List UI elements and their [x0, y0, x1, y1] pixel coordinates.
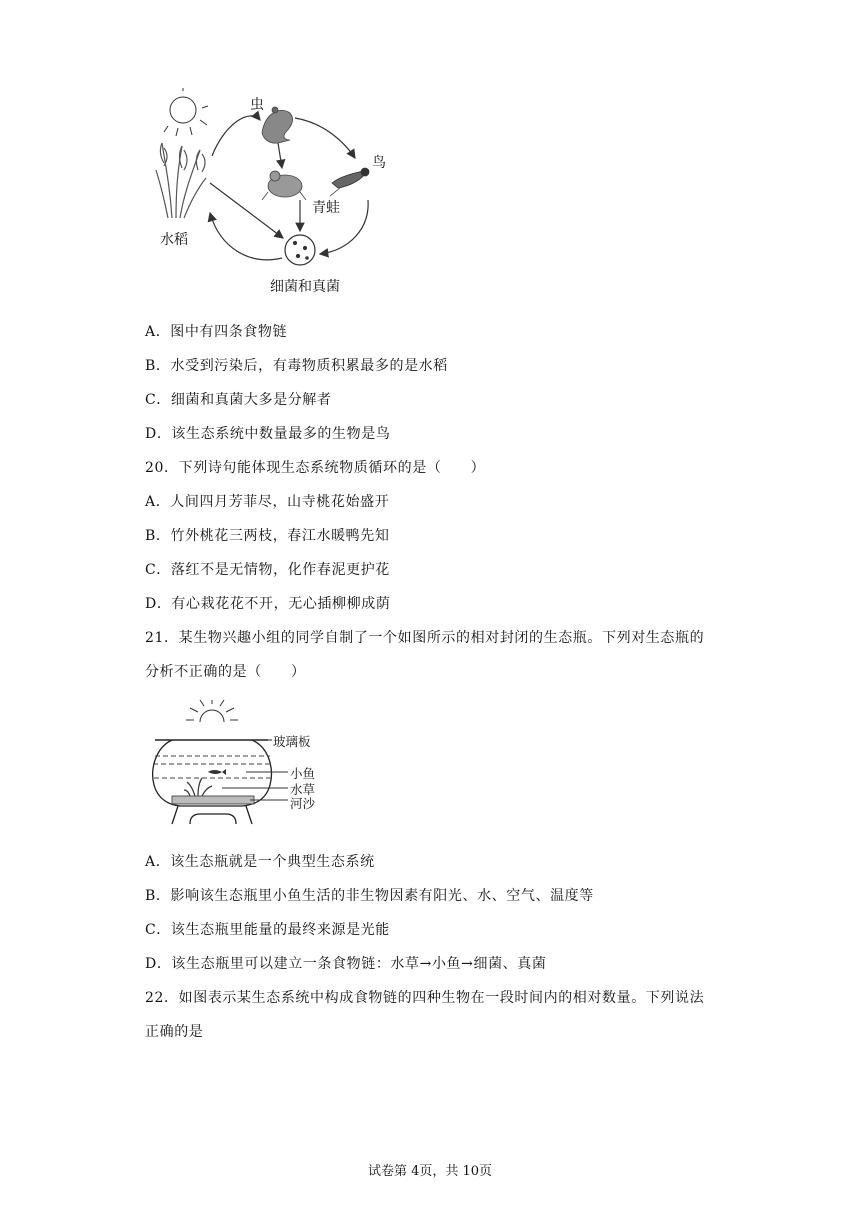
label-sand: 河沙: [290, 796, 316, 811]
food-web-figure: [150, 88, 386, 298]
sun-icon: [186, 700, 238, 722]
q21-option-b: B．影响该生态瓶里小鱼生活的非生物因素有阳光、水、空气、温度等: [145, 888, 594, 904]
q19-option-c: C．细菌和真菌大多是分解者: [145, 392, 332, 408]
sand-layer: [172, 796, 254, 804]
q19-option-a: A．图中有四条食物链: [145, 324, 288, 340]
rice-plant-icon: [156, 143, 206, 218]
label-weed: 水草: [290, 782, 316, 797]
bird-icon: [330, 168, 369, 196]
q21-stem-line1: 21．某生物兴趣小组的同学自制了一个如图所示的相对封闭的生态瓶。下列对生态瓶的: [145, 630, 705, 646]
q22-stem-line1: 22．如图表示某生态系统中构成食物链的四种生物在一段时间内的相对数量。下列说法: [145, 990, 705, 1006]
q21-stem-line2: 分析不正确的是（ ）: [145, 664, 306, 680]
q20-option-b: B．竹外桃花三两枝，春江水暖鸭先知: [145, 528, 390, 544]
label-insect: 虫: [250, 97, 264, 113]
fish-icon: [208, 769, 226, 775]
food-web-drawing: [150, 88, 380, 298]
weed-icon: [184, 778, 212, 796]
q20-stem: 20．下列诗句能体现生态系统物质循环的是（ ）: [145, 460, 486, 476]
label-rice: 水稻: [160, 232, 188, 248]
q21-option-a: A．该生态瓶就是一个典型生态系统: [145, 854, 375, 870]
q19-option-b: B．水受到污染后，有毒物质积累最多的是水稻: [145, 358, 448, 374]
label-bird: 鸟: [372, 155, 386, 171]
decomposer-icon: [285, 235, 315, 265]
page-footer: 试卷第 4页，共 10页: [367, 1164, 493, 1179]
sun-icon: [164, 88, 208, 136]
q21-option-c: C．该生态瓶里能量的最终来源是光能: [145, 922, 390, 938]
q20-option-c: C．落红不是无情物，化作春泥更护花: [145, 562, 390, 578]
insect-icon: [262, 107, 293, 143]
label-frog: 青蛙: [312, 200, 340, 216]
label-decomposers: 细菌和真菌: [270, 279, 340, 295]
eco-bottle-figure: [150, 700, 350, 828]
label-glass-plate: 玻璃板: [273, 734, 311, 749]
q20-option-a: A．人间四月芳菲尽，山寺桃花始盛开: [145, 494, 390, 510]
q19-option-d: D．该生态系统中数量最多的生物是鸟: [145, 426, 391, 442]
frog-icon: [262, 171, 306, 200]
q21-option-d: D．该生态瓶里可以建立一条食物链：水草→小鱼→细菌、真菌: [145, 956, 547, 972]
q22-stem-line2: 正确的是: [145, 1024, 204, 1040]
q20-option-d: D．有心栽花花不开，无心插柳柳成荫: [145, 596, 391, 612]
label-fish: 小鱼: [290, 766, 316, 781]
eco-bottle-drawing: [150, 700, 350, 828]
